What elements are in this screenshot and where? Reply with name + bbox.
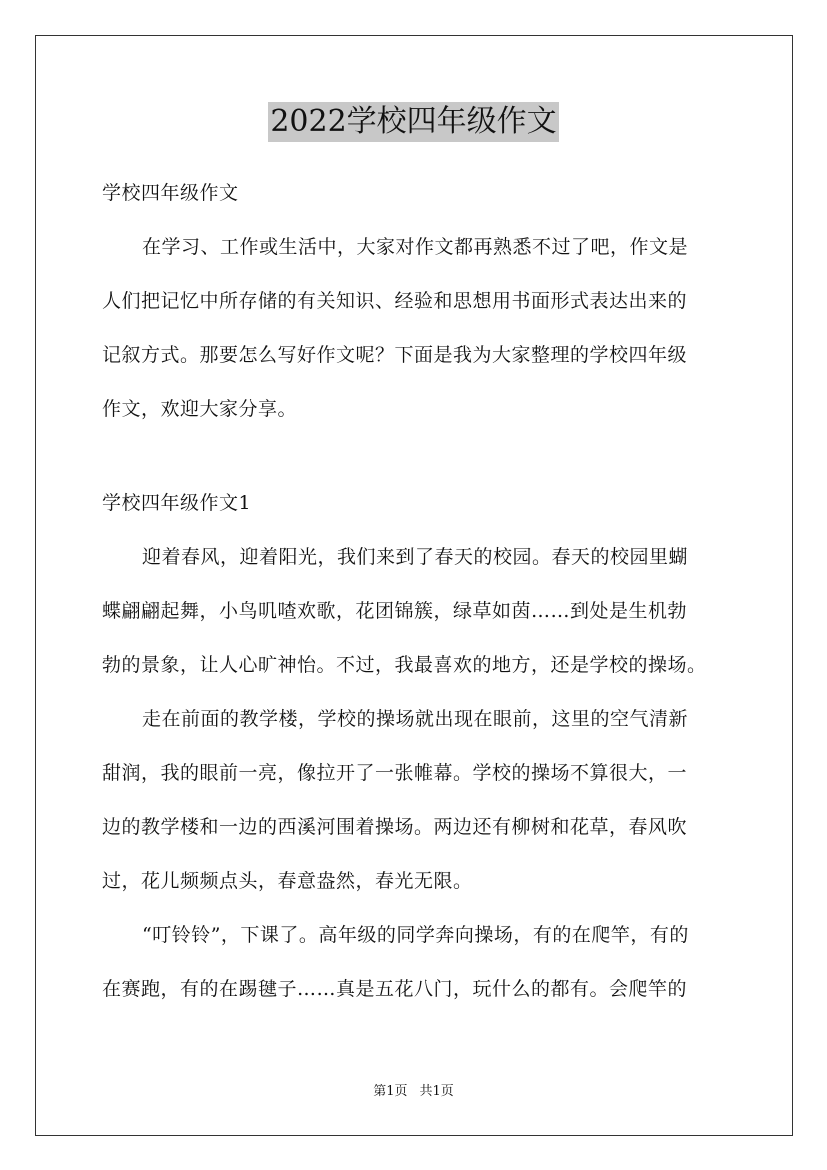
intro-line: 记叙方式。那要怎么写好作文呢？下面是我为大家整理的学校四年级 <box>102 344 688 366</box>
page-footer <box>0 1083 827 1101</box>
intro-line: 作文，欢迎大家分享。 <box>102 398 298 420</box>
page-number: 第1页 <box>373 1084 408 1099</box>
page-total: 共1页 <box>419 1084 454 1099</box>
document-title: 2022学校四年级作文 <box>268 102 558 142</box>
intro-line: 在学习、工作或生活中，大家对作文都再熟悉不过了吧，作文是 <box>142 236 689 258</box>
essay1-p1-line: 勃的景象，让人心旷神怡。不过，我最喜欢的地方，还是学校的操场。 <box>102 654 707 676</box>
essay1-p1-line: 蝶翩翩起舞，小鸟叽喳欢歌，花团锦簇，绿草如茵……到处是生机勃 <box>102 600 688 622</box>
essay1-p2-line: 走在前面的教学楼，学校的操场就出现在眼前，这里的空气清新 <box>142 708 689 730</box>
document-body <box>102 175 742 1007</box>
essay1-p2-line: 边的教学楼和一边的西溪河围着操场。两边还有柳树和花草，春风吹 <box>102 816 688 838</box>
title-container <box>0 102 827 142</box>
essay1-p3-line: 在赛跑，有的在踢毽子……真是五花八门，玩什么的都有。会爬竿的 <box>102 978 688 1000</box>
intro-heading: 学校四年级作文 <box>102 182 239 204</box>
essay1-p2-line: 过，花儿频频点头，春意盎然，春光无限。 <box>102 870 473 892</box>
essay1-p2-line: 甜润，我的眼前一亮，像拉开了一张帷幕。学校的操场不算很大，一 <box>102 762 688 784</box>
essay1-p1-line: 迎着春风，迎着阳光，我们来到了春天的校园。春天的校园里蝴 <box>142 546 689 568</box>
intro-line: 人们把记忆中所存储的有关知识、经验和思想用书面形式表达出来的 <box>102 290 688 312</box>
essay1-heading: 学校四年级作文1 <box>102 492 252 514</box>
essay1-p3-line: “叮铃铃”，下课了。高年级的同学奔向操场，有的在爬竿，有的 <box>142 924 689 946</box>
